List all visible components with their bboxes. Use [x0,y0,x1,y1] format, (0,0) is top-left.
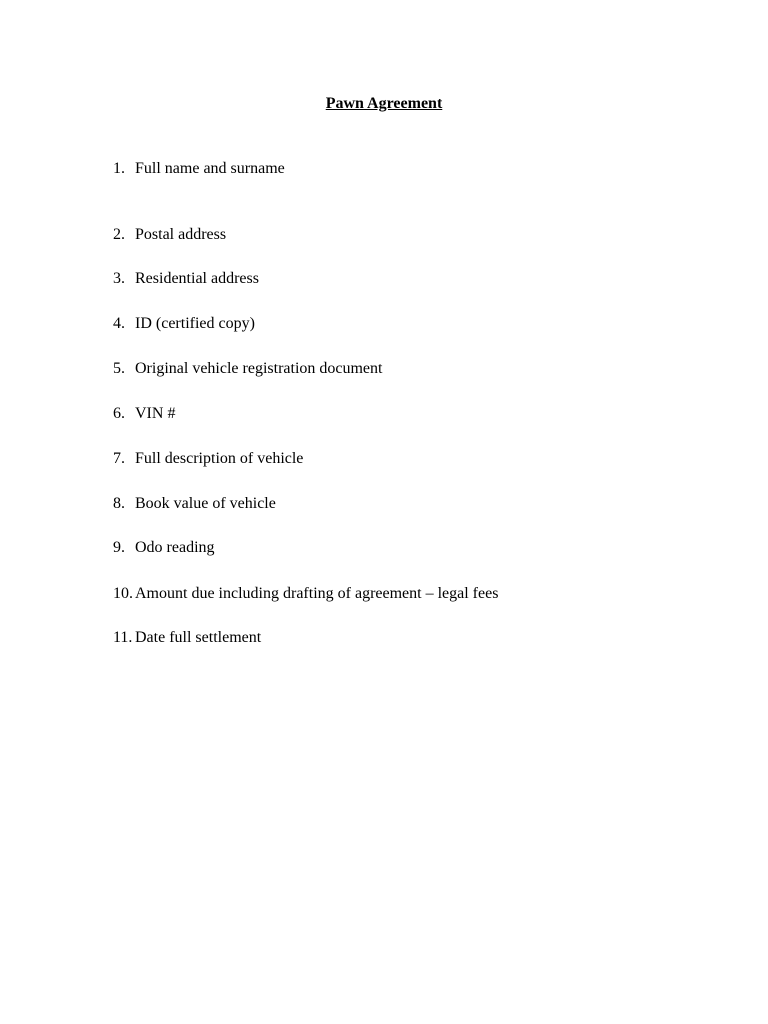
list-item-text: ID (certified copy) [135,315,255,332]
list-item-number: 11. [113,629,133,646]
list-item-number: 7. [113,450,125,467]
list-item-text: Odo reading [135,539,215,556]
list-item-number: 10. [113,585,133,602]
list-item-number: 2. [113,226,125,243]
list-item-text: Postal address [135,226,227,243]
document-title: Pawn Agreement [325,95,443,112]
list-item [113,158,285,180]
list-item [113,537,215,559]
list-item [113,268,259,290]
list-item-number: 6. [113,405,125,422]
list-item-number: 3. [113,270,125,287]
list-item-number: 9. [113,539,125,556]
list-item-number: 4. [113,315,125,332]
list-item-number: 8. [113,495,125,512]
list-item-text: Residential address [135,270,259,287]
list-item [113,583,498,605]
list-item-text: Full name and surname [135,160,285,177]
list-item [113,358,382,380]
list-item [113,448,303,470]
list-item-text: VIN # [135,405,176,422]
list-item-text: Book value of vehicle [135,495,276,512]
list-item-text: Full description of vehicle [135,450,304,467]
list-item-text: Date full settlement [135,629,262,646]
list-item [113,627,261,649]
list-item-text: Original vehicle registration document [135,360,383,377]
list-item-number: 1. [113,160,125,177]
list-item [113,313,255,335]
list-item [113,403,175,425]
list-item [113,493,276,515]
list-item [113,224,226,246]
list-item-text: Amount due including drafting of agreement – legal fees [135,585,499,602]
list-item-number: 5. [113,360,125,377]
